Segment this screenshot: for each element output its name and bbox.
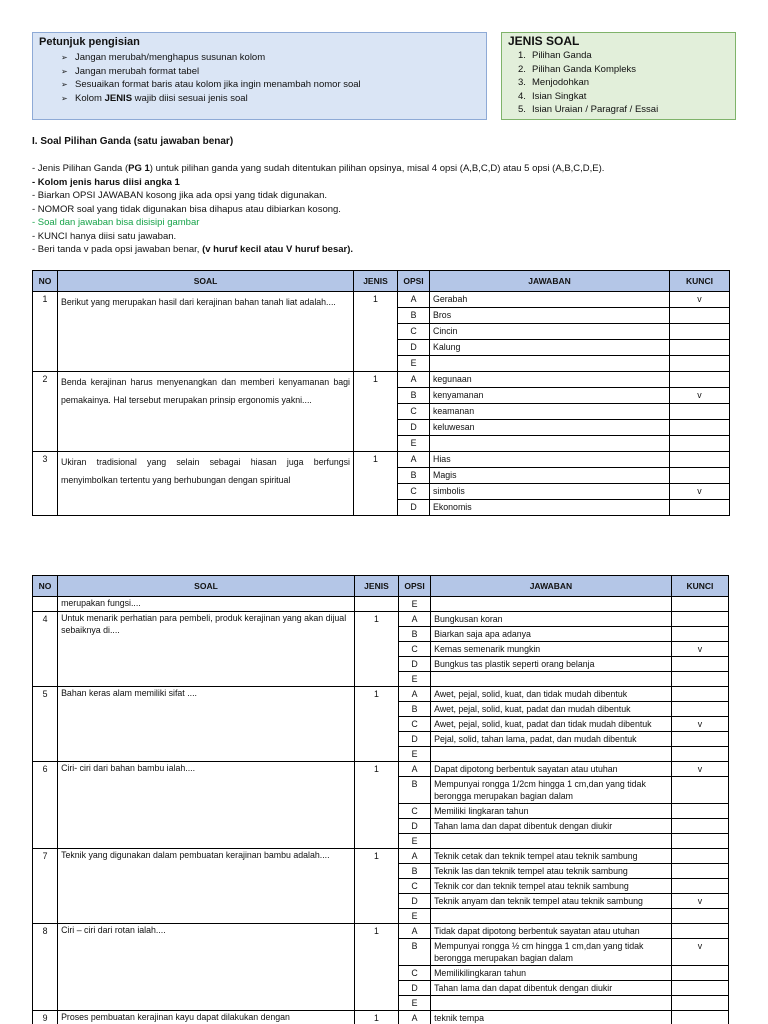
answer-text: kenyamanan xyxy=(430,388,670,404)
option-letter: B xyxy=(398,388,430,404)
instruction-line: - Soal dan jawaban bisa disisipi gambar xyxy=(32,217,200,228)
answer-key: v xyxy=(670,292,730,308)
answer-text: Hias xyxy=(430,452,670,468)
question-type: 1 xyxy=(354,687,398,762)
type-number: 2. xyxy=(518,63,526,75)
question-number: 5 xyxy=(33,687,58,762)
header-kunci: KUNCI xyxy=(670,271,730,292)
arrow-bullet-icon: ➢ xyxy=(61,66,68,76)
answer-key: v xyxy=(671,717,728,732)
answer-key xyxy=(670,372,730,388)
option-letter: D xyxy=(399,894,431,909)
instruction-line: - KUNCI hanya diisi satu jawaban. xyxy=(32,230,177,242)
answer-key xyxy=(671,819,728,834)
question-text: Ukiran tradisional yang selain sebagai hiasan juga berfungsi menyimbolkan tertentu yang berhubungan dengan spiritual xyxy=(58,452,354,516)
option-letter: C xyxy=(399,717,431,732)
guide-item xyxy=(61,92,480,106)
answer-key xyxy=(671,627,728,642)
answer-key xyxy=(671,996,728,1011)
option-letter: E xyxy=(399,834,431,849)
option-letter: D xyxy=(398,500,430,516)
answer-key xyxy=(671,909,728,924)
question-type: 1 xyxy=(354,762,398,849)
option-letter: A xyxy=(398,292,430,308)
answer-key xyxy=(671,597,728,612)
answer-key: v xyxy=(671,939,728,966)
guide-item xyxy=(61,51,480,65)
type-item xyxy=(518,103,729,117)
answer-key xyxy=(671,1011,728,1024)
types-list xyxy=(518,49,729,117)
option-letter: D xyxy=(399,981,431,996)
answer-text: Awet, pejal, solid, kuat, padat dan tidak mudah dibentuk xyxy=(431,717,672,732)
question-number: 3 xyxy=(33,452,58,516)
option-letter: E xyxy=(398,436,430,452)
option-letter: B xyxy=(398,468,430,484)
option-letter: A xyxy=(398,452,430,468)
type-number: 4. xyxy=(518,90,526,102)
type-label: Pilihan Ganda Kompleks xyxy=(532,63,637,75)
type-item xyxy=(518,49,729,63)
header-kunci: KUNCI xyxy=(671,576,728,597)
answer-text: Pejal, solid, tahan lama, padat, dan mudah dibentuk xyxy=(431,732,672,747)
option-letter: A xyxy=(399,687,431,702)
answer-text: Cincin xyxy=(430,324,670,340)
answer-key xyxy=(670,500,730,516)
header-soal: SOAL xyxy=(58,576,355,597)
guide-text-pre: Jangan merubah format tabel xyxy=(75,65,200,77)
question-text: Teknik yang digunakan dalam pembuatan kerajinan bambu adalah.... xyxy=(58,849,355,924)
question-table-1 xyxy=(32,270,730,516)
question-number: 4 xyxy=(33,612,58,687)
type-number: 3. xyxy=(518,77,526,88)
answer-key xyxy=(671,966,728,981)
question-number: 9 xyxy=(33,1011,58,1024)
guide-item xyxy=(61,65,480,79)
question-text: Untuk menarik perhatian para pembeli, produk kerajinan yang akan dijual sebaiknya di.... xyxy=(58,612,355,687)
question-type: 1 xyxy=(354,1011,398,1024)
instruction-line: - Beri tanda v pada opsi jawaban benar, (v huruf kecil atau V huruf besar). xyxy=(32,244,354,255)
header-jawaban: JAWABAN xyxy=(430,271,670,292)
answer-key xyxy=(670,340,730,356)
table-row xyxy=(33,1011,729,1024)
table-row xyxy=(33,849,729,864)
answer-text: Bros xyxy=(430,308,670,324)
option-letter: C xyxy=(399,879,431,894)
guide-text-pre: Kolom xyxy=(75,92,105,104)
type-item xyxy=(518,90,729,104)
answer-key: v xyxy=(671,762,728,777)
question-text: Bahan keras alam memiliki sifat .... xyxy=(58,687,355,762)
answer-key: v xyxy=(671,642,728,657)
instruction-line: - NOMOR soal yang tidak digunakan bisa dihapus atau dibiarkan kosong. xyxy=(32,203,341,215)
answer-text: Mempunyai rongga 1/2cm hingga 1 cm,dan yang tidak berongga merupakan bagian dalam xyxy=(431,777,672,804)
option-letter: E xyxy=(399,597,431,612)
guide-item-text xyxy=(75,65,199,79)
answer-key xyxy=(671,834,728,849)
question-text: merupakan fungsi.... xyxy=(58,597,355,612)
answer-text xyxy=(430,356,670,372)
table-row xyxy=(33,452,730,468)
question-number: 8 xyxy=(33,924,58,1011)
option-letter: E xyxy=(399,672,431,687)
question-table-2 xyxy=(32,575,729,1024)
table-row xyxy=(33,762,729,777)
arrow-bullet-icon: ➢ xyxy=(61,80,68,89)
answer-key: v xyxy=(670,484,730,500)
type-number: 1. xyxy=(518,50,526,61)
answer-text: Gerabah xyxy=(430,292,670,308)
question-type: 1 xyxy=(354,292,398,372)
answer-key xyxy=(671,879,728,894)
section-title: I. Soal Pilihan Ganda (satu jawaban benar) xyxy=(32,136,234,147)
answer-text: Kalung xyxy=(430,340,670,356)
answer-key xyxy=(671,612,728,627)
answer-text: Teknik anyam dan teknik tempel atau teknik sambung xyxy=(431,894,672,909)
guide-text-bold: JENIS xyxy=(104,92,133,104)
option-letter: B xyxy=(398,308,430,324)
option-letter: C xyxy=(398,324,430,340)
header-opsi: OPSI xyxy=(398,271,430,292)
option-letter: C xyxy=(399,804,431,819)
guide-item xyxy=(61,78,480,92)
answer-text: Teknik cetak dan teknik tempel atau teknik sambung xyxy=(431,849,672,864)
option-letter: C xyxy=(398,484,430,500)
header-jenis: JENIS xyxy=(354,271,398,292)
option-letter: A xyxy=(399,762,431,777)
question-text: Ciri- ciri dari bahan bambu ialah.... xyxy=(58,762,355,849)
answer-text: teknik tempa xyxy=(431,1011,672,1024)
type-item xyxy=(518,76,729,90)
answer-text xyxy=(430,436,670,452)
answer-key xyxy=(670,324,730,340)
answer-text: Memiliki lingkaran tahun xyxy=(431,804,672,819)
option-letter: B xyxy=(399,939,431,966)
header-no: NO xyxy=(33,576,58,597)
answer-text: Teknik las dan teknik tempel atau teknik sambung xyxy=(431,864,672,879)
question-text: Benda kerajinan harus menyenangkan dan memberi kenyamanan bagi pemakainya. Hal tersebut merupakan prinsip ergonomis yakni.... xyxy=(58,372,354,452)
option-letter: B xyxy=(399,777,431,804)
answer-text: keamanan xyxy=(430,404,670,420)
header-jawaban: JAWABAN xyxy=(431,576,672,597)
option-letter: D xyxy=(399,732,431,747)
guide-text-pre: Jangan merubah/menghapus susunan kolom xyxy=(75,52,266,63)
header-opsi: OPSI xyxy=(399,576,431,597)
arrow-bullet-icon: ➢ xyxy=(61,53,68,62)
answer-key xyxy=(671,687,728,702)
question-type: 1 xyxy=(354,452,398,516)
answer-text: Dapat dipotong berbentuk sayatan atau utuhan xyxy=(431,762,672,777)
answer-key xyxy=(670,452,730,468)
instruction-line: - Biarkan OPSI JAWABAN kosong jika ada opsi yang tidak digunakan. xyxy=(32,190,328,201)
option-letter: A xyxy=(399,612,431,627)
question-number: 2 xyxy=(33,372,58,452)
guide-title: Petunjuk pengisian xyxy=(39,36,140,48)
answer-key xyxy=(671,732,728,747)
instructions xyxy=(32,162,742,257)
guide-list xyxy=(61,51,480,105)
question-text: Ciri – ciri dari rotan ialah.... xyxy=(58,924,355,1011)
answer-text: Bungkusan koran xyxy=(431,612,672,627)
answer-key xyxy=(671,702,728,717)
option-letter: E xyxy=(399,996,431,1011)
answer-text: Awet, pejal, solid, kuat, dan tidak mudah dibentuk xyxy=(431,687,672,702)
question-type: 1 xyxy=(354,849,398,924)
answer-key xyxy=(670,436,730,452)
guide-box xyxy=(32,32,487,120)
answer-key xyxy=(671,864,728,879)
answer-key xyxy=(671,657,728,672)
answer-text xyxy=(431,747,672,762)
table-row xyxy=(33,292,730,308)
answer-text xyxy=(431,597,672,612)
answer-key: v xyxy=(670,388,730,404)
answer-key xyxy=(671,924,728,939)
answer-text: kegunaan xyxy=(430,372,670,388)
type-label: Menjodohkan xyxy=(532,77,590,88)
table-row xyxy=(33,597,729,612)
table-header-row xyxy=(33,271,730,292)
option-letter: D xyxy=(399,819,431,834)
arrow-bullet-icon: ➢ xyxy=(61,93,68,103)
answer-text: Awet, pejal, solid, kuat, padat dan mudah dibentuk xyxy=(431,702,672,717)
option-letter: D xyxy=(399,657,431,672)
type-item xyxy=(518,63,729,77)
answer-key xyxy=(670,356,730,372)
type-number: 5. xyxy=(518,104,526,115)
question-type xyxy=(354,597,398,612)
table-header-row xyxy=(33,576,729,597)
table-row xyxy=(33,924,729,939)
option-letter: B xyxy=(399,864,431,879)
types-title: JENIS SOAL xyxy=(508,34,580,48)
question-number xyxy=(33,597,58,612)
answer-key xyxy=(670,308,730,324)
answer-text: Kemas semenarik mungkin xyxy=(431,642,672,657)
answer-key xyxy=(671,672,728,687)
question-number: 6 xyxy=(33,762,58,849)
answer-text: Bungkus tas plastik seperti orang belanja xyxy=(431,657,672,672)
option-letter: A xyxy=(399,1011,431,1024)
header-no: NO xyxy=(33,271,58,292)
type-label: Isian Singkat xyxy=(532,90,587,102)
answer-key xyxy=(670,404,730,420)
type-label: Pilihan Ganda xyxy=(532,50,592,61)
guide-item-text xyxy=(75,51,265,65)
answer-text: Teknik cor dan teknik tempel atau teknik sambung xyxy=(431,879,672,894)
option-letter: A xyxy=(398,372,430,388)
answer-key xyxy=(671,981,728,996)
answer-text xyxy=(431,672,672,687)
option-letter: A xyxy=(399,924,431,939)
question-text: Proses pembuatan kerajinan kayu dapat dilakukan dengan xyxy=(58,1011,355,1024)
answer-text: Magis xyxy=(430,468,670,484)
guide-item-text xyxy=(75,78,361,92)
option-letter: B xyxy=(399,627,431,642)
option-letter: C xyxy=(399,966,431,981)
answer-text xyxy=(431,996,672,1011)
question-types-box xyxy=(501,32,736,120)
question-number: 1 xyxy=(33,292,58,372)
answer-text: Biarkan saja apa adanya xyxy=(431,627,672,642)
header-jenis: JENIS xyxy=(354,576,398,597)
option-letter: C xyxy=(398,404,430,420)
answer-text xyxy=(431,909,672,924)
option-letter: E xyxy=(398,356,430,372)
option-letter: B xyxy=(399,702,431,717)
answer-text: keluwesan xyxy=(430,420,670,436)
answer-text: Tahan lama dan dapat dibentuk dengan diukir xyxy=(431,819,672,834)
option-letter: D xyxy=(398,420,430,436)
option-letter: D xyxy=(398,340,430,356)
option-letter: E xyxy=(399,747,431,762)
answer-text: Mempunyai rongga ½ cm hingga 1 cm,dan yang tidak berongga merupakan bagian dalam xyxy=(431,939,672,966)
answer-key xyxy=(671,849,728,864)
question-number: 7 xyxy=(33,849,58,924)
guide-text-post: wajib diisi sesuai jenis soal xyxy=(132,92,248,104)
guide-item-text xyxy=(75,92,248,106)
header-soal: SOAL xyxy=(58,271,354,292)
answer-text xyxy=(431,834,672,849)
question-type: 1 xyxy=(354,612,398,687)
option-letter: C xyxy=(399,642,431,657)
answer-text: Tidak dapat dipotong berbentuk sayatan atau utuhan xyxy=(431,924,672,939)
table-row xyxy=(33,612,729,627)
guide-text-pre: Sesuaikan format baris atau kolom jika ingin menambah nomor soal xyxy=(75,79,361,90)
instruction-line: - Kolom jenis harus diisi angka 1 xyxy=(32,176,180,188)
type-label: Isian Uraian / Paragraf / Essai xyxy=(532,104,659,115)
option-letter: E xyxy=(399,909,431,924)
question-type: 1 xyxy=(354,372,398,452)
answer-text: Ekonomis xyxy=(430,500,670,516)
answer-key xyxy=(671,777,728,804)
question-type: 1 xyxy=(354,924,398,1011)
answer-text: Tahan lama dan dapat dibentuk dengan diukir xyxy=(431,981,672,996)
answer-text: Memilikilingkaran tahun xyxy=(431,966,672,981)
answer-key xyxy=(670,420,730,436)
option-letter: A xyxy=(399,849,431,864)
instruction-line: - Jenis Pilihan Ganda (PG 1) untuk pilihan ganda yang sudah ditentukan pilihan opsinya, misal 4 opsi (A,B,C,D) atau 5 opsi (A,B,C,D,E). xyxy=(32,163,605,174)
table-row xyxy=(33,687,729,702)
table-row xyxy=(33,372,730,388)
question-text: Berikut yang merupakan hasil dari kerajinan bahan tanah liat adalah.... xyxy=(58,292,354,372)
answer-text: simbolis xyxy=(430,484,670,500)
answer-key xyxy=(670,468,730,484)
answer-key xyxy=(671,747,728,762)
answer-key xyxy=(671,804,728,819)
answer-key: v xyxy=(671,894,728,909)
